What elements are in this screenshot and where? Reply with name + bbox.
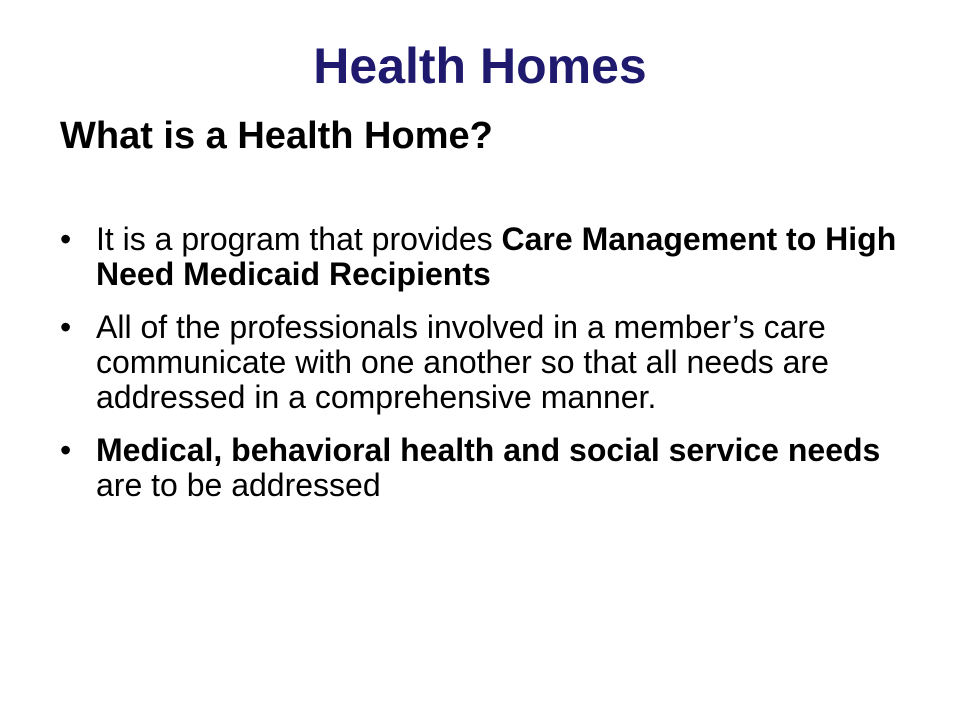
slide-subtitle: What is a Health Home? [60, 115, 493, 157]
bullet-text-3a: Medical, behavioral health and social service needs [96, 432, 881, 468]
bullet-text-3b: are to be addressed [96, 467, 381, 503]
bullet-dot-icon: • [60, 432, 72, 468]
bullet-text-1a: It is a program that provides [96, 221, 502, 257]
slide-title: Health Homes [313, 38, 647, 94]
bullet-dot-icon: • [60, 309, 72, 345]
bullet-item-3 [60, 433, 910, 503]
bullet-text-2: All of the professionals involved in a member’s care communicate with one another so that all needs are addressed in a comprehensive manner. [96, 309, 829, 415]
bullet-list [60, 222, 910, 521]
bullet-item-2 [60, 310, 910, 415]
bullet-item-1 [60, 222, 910, 292]
bullet-dot-icon: • [60, 221, 72, 257]
bullet-text-1b: Care Management to High Need Medicaid Recipients [96, 221, 897, 292]
